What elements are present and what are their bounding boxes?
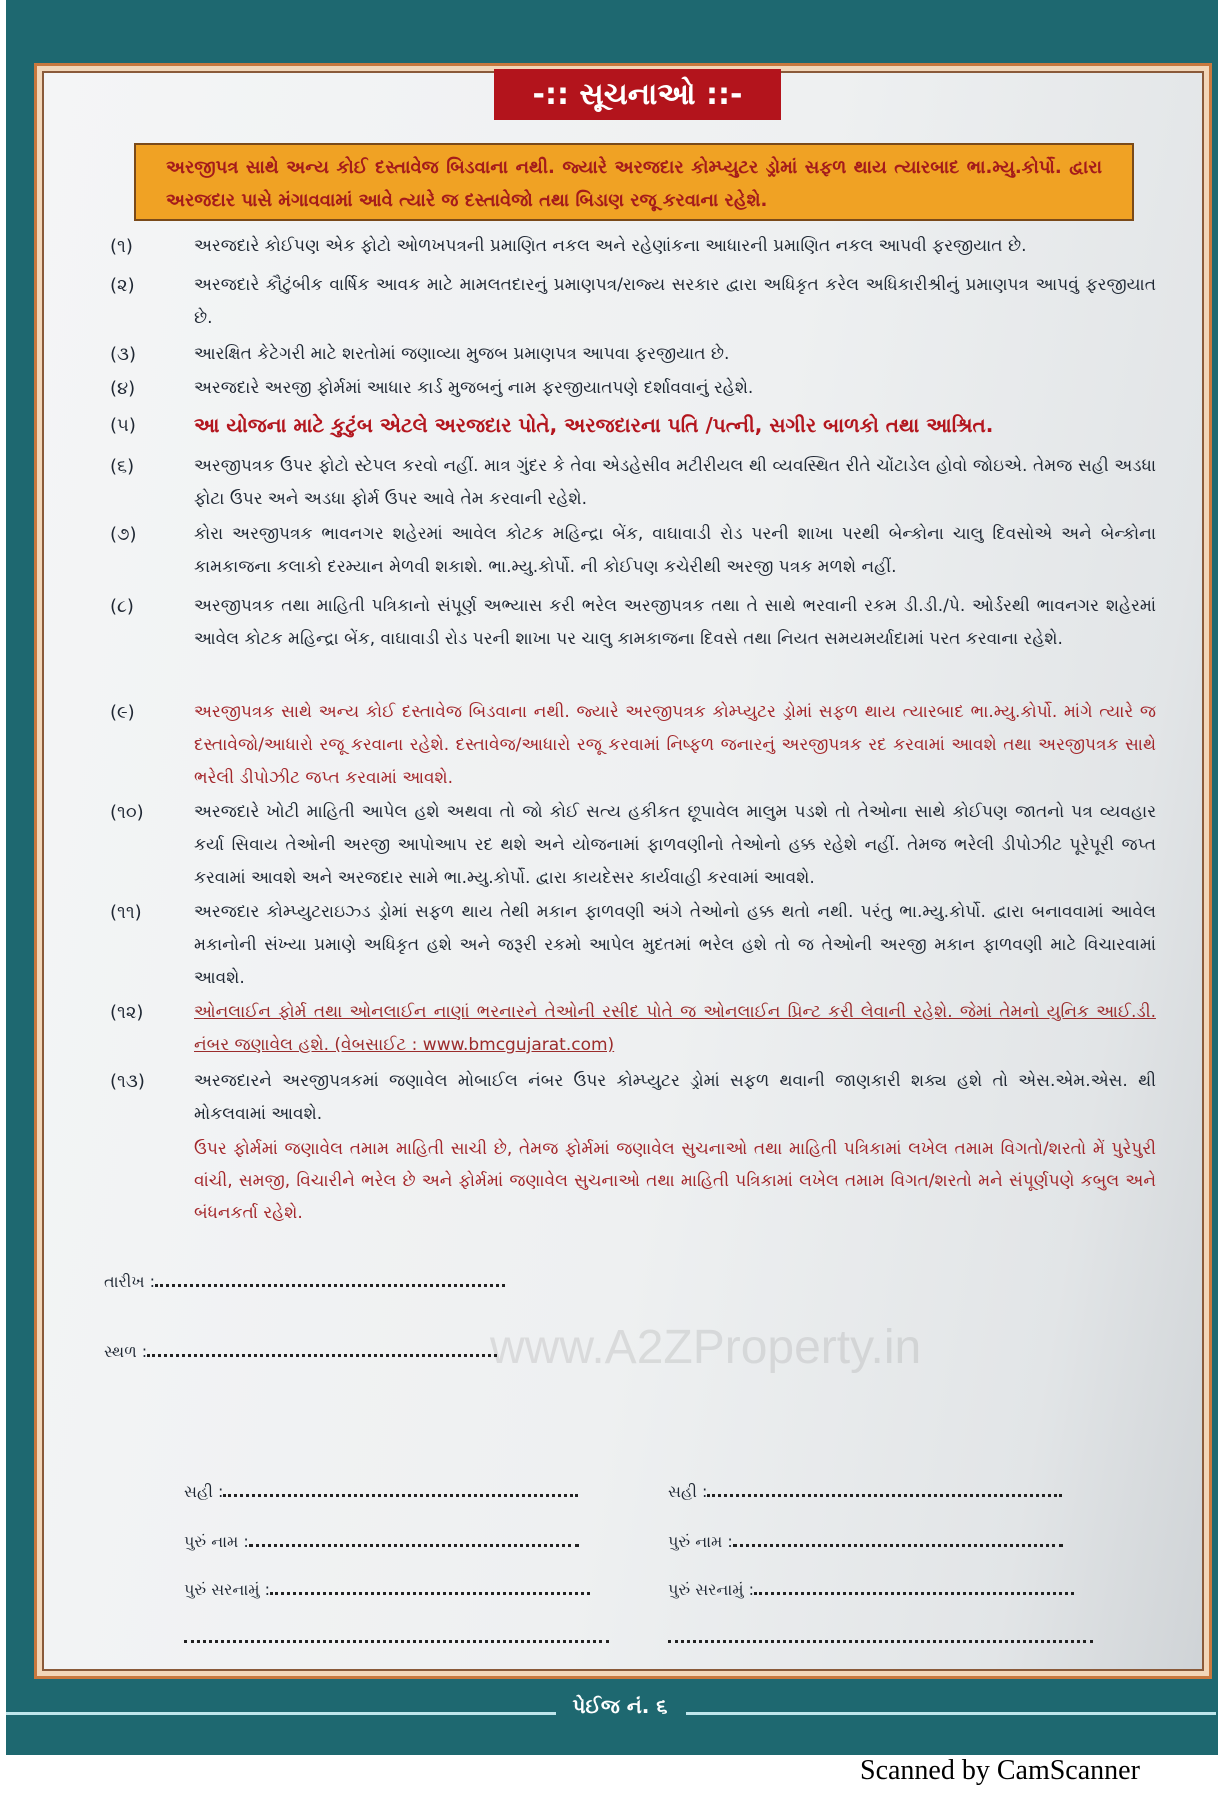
item-text: આરક્ષિત કેટેગરી માટે શરતોમાં જણાવ્યા મુજબ પ્રમાણપત્ર આપવા ફરજીયાત છે. <box>194 344 730 364</box>
signature-label: સહી : <box>668 1482 708 1501</box>
item-text: અરજદાર કોમ્પ્યુટરાઇઝ્ડ ડ્રોમાં સફળ થાય તેથી મકાન ફાળવણી અંગે તેઓનો હક્ક થતો નથી. પરંતુ ભા.મ્યુ.કોર્પો. દ્વારા બનાવવામાં આવેલ મકાનોની સંખ્યા પ્રમાણે અધિકૃત હશે અને જરૂરી રકમો આપેલ મુદતમાં ભરેલ હશે તો જ તેઓની અરજી મકાન ફાળવણી માટે વિચારવામાં આવશે. <box>194 902 1156 988</box>
address-line2-right[interactable] <box>668 1628 1093 1647</box>
item-number: (૭) <box>110 524 137 545</box>
footer-rule-right <box>686 1712 1216 1715</box>
name-label: પુરું નામ : <box>668 1532 733 1551</box>
item-text: અરજીપત્રક સાથે અન્ય કોઈ દસ્તાવેજ બિડવાના નથી. જ્યારે અરજીપત્રક કોમ્પ્યુટર ડ્રોમાં સફળ થાય ત્યારબાદ ભા.મ્યુ.કોર્પો. માંગે ત્યારે જ દસ્તાવેજો/આધારો રજૂ કરવાના રહેશે. દસ્તાવેજ/આધારો રજૂ કરવામાં નિષ્ફળ જનારનું અરજીપત્રક રદ કરવામાં આવશે તથા અરજીપત્રક સાથે ભરેલી ડીપોઝીટ જપ્ત કરવામાં આવશે. <box>194 702 1156 788</box>
dotted-line <box>184 1628 609 1643</box>
declaration-text: ઉપર ફોર્મમાં જણાવેલ તમામ માહિતી સાચી છે, તેમજ ફોર્મમાં જણાવેલ સુચનાઓ તથા માહિતી પત્રિકામાં લખેલ તમામ વિગતો/શરતો મેં પુરેપુરી વાંચી, સમજી, વિચારીને ભરેલ છે અને ફોર્મમાં જણાવેલ સુચનાઓ તથા માહિતી પત્રિકામાં લખેલ તમામ વિગત/શરતો મને સંપૂર્ણપણે કબુલ અને બંધનકર્તા રહેશે. <box>194 1139 1156 1223</box>
item-number: (૪) <box>110 378 136 399</box>
dotted-line <box>147 1342 497 1357</box>
signature-label: સહી : <box>184 1482 224 1501</box>
item-number: (૬) <box>110 456 135 477</box>
dotted-line <box>668 1628 1093 1643</box>
date-label: તારીખ : <box>104 1272 156 1291</box>
item-number: (૧) <box>110 236 133 257</box>
item-number: (૮) <box>110 596 134 617</box>
dotted-line <box>223 1482 578 1497</box>
dotted-line <box>155 1272 505 1287</box>
name-field-left[interactable] <box>184 1532 579 1552</box>
address-label: પુરું સરનામું : <box>668 1580 755 1599</box>
page-number: પેઈજ નં. ૬ <box>572 1694 668 1718</box>
address-label: પુરું સરનામું : <box>184 1580 271 1599</box>
item-number: (૧૨) <box>110 1002 144 1023</box>
item-text-highlight: આ યોજના માટે કુટુંબ એટલે અરજદાર પોતે, અરજદારના પતિ /પત્ની, સગીર બાળકો તથા આશ્રિત. <box>194 413 994 437</box>
dotted-line <box>754 1580 1074 1595</box>
place-label: સ્થળ : <box>104 1342 148 1361</box>
address-line2-left[interactable] <box>184 1628 609 1647</box>
name-label: પુરું નામ : <box>184 1532 249 1551</box>
notice-box: અરજીપત્ર સાથે અન્ય કોઈ દસ્તાવેજ બિડવાના નથી. જ્યારે અરજદાર કોમ્પ્યુટર ડ્રોમાં સફળ થાય ત્યારબાદ ભા.મ્યુ.કોર્પો. દ્વારા અરજદાર પાસે મંગાવવામાં આવે ત્યારે જ દસ્તાવેજો તથા બિડાણ રજૂ કરવાના રહેશે. <box>134 143 1134 221</box>
item-text: અરજદારે અરજી ફોર્મમાં આધાર કાર્ડ મુજબનું નામ ફરજીયાતપણે દર્શાવવાનું રહેશે. <box>194 378 754 398</box>
page-title: -:: સૂચનાઓ ::- <box>494 69 781 120</box>
item-text: અરજીપત્રક ઉપર ફોટો સ્ટેપલ કરવો નહીં. માત્ર ગુંદર કે તેવા એડહેસીવ મટીરીયલ થી વ્યવસ્થિત રીતે ચોંટાડેલ હોવો જોઇએ. તેમજ સહી અડધા ફોટા ઉપર અને અડધા ફોર્મ ઉપર આવે તેમ કરવાની રહેશે. <box>194 456 1156 509</box>
item-number: (૧૩) <box>110 1071 145 1092</box>
signature-field-left[interactable] <box>184 1482 578 1502</box>
item-number: (૫) <box>110 415 136 436</box>
item-number: (૨) <box>110 275 135 296</box>
item-number: (૧૦) <box>110 802 144 823</box>
item-text: અરજદારે કૌટુંબીક વાર્ષિક આવક માટે મામલતદારનું પ્રમાણપત્ર/રાજ્ય સરકાર દ્વારા અધિકૃત કરેલ અધિકારીશ્રીનું પ્રમાણપત્ર આપવું ફરજીયાત છે. <box>194 275 1156 328</box>
item-text: કોરા અરજીપત્રક ભાવનગર શહેરમાં આવેલ કોટક મહિન્દ્રા બેંક, વાઘાવાડી રોડ પરની શાખા પરથી બેન્કોના ચાલુ દિવસોએ અને બેન્કોના કામકાજના કલાકો દરમ્યાન મેળવી શકાશે. ભા.મ્યુ.કોર્પો. ની કોઈપણ કચેરીથી અરજી પત્રક મળશે નહીં. <box>194 524 1156 577</box>
item-number: (૩) <box>110 344 137 365</box>
item-text: અરજદારને અરજીપત્રકમાં જણાવેલ મોબાઈલ નંબર ઉપર કોમ્પ્યુટર ડ્રોમાં સફળ થવાની જાણકારી શક્ય હશે તો એસ.એમ.એસ. થી મોકલવામાં આવશે. <box>194 1071 1156 1124</box>
dotted-line <box>249 1532 579 1547</box>
website-link[interactable]: ઓનલાઈન ફોર્મ તથા ઓનલાઈન નાણાં ભરનારને તેઓની રસીદ પોતે જ ઓનલાઈન પ્રિન્ટ કરી લેવાની રહેશે. જેમાં તેમનો યુનિક આઈ.ડી. નંબર જણાવેલ હશે. (વેબસાઈટ : www.bmcgujarat.com) <box>194 1002 1156 1055</box>
dotted-line <box>707 1482 1062 1497</box>
item-number: (૯) <box>110 702 135 723</box>
name-field-right[interactable] <box>668 1532 1063 1552</box>
footer-rule-left <box>6 1712 556 1715</box>
item-number: (૧૧) <box>110 902 142 923</box>
date-field[interactable] <box>104 1272 505 1292</box>
signature-field-right[interactable] <box>668 1482 1062 1502</box>
item-text: અરજદારે ખોટી માહિતી આપેલ હશે અથવા તો જો કોઈ સત્ય હકીકત છૂપાવેલ માલુમ પડશે તો તેઓના સાથે કોઈપણ જાતનો પત્ર વ્યવહાર કર્યા સિવાય તેઓની અરજી આપોઆપ રદ થશે અને યોજનામાં ફાળવણીનો તેઓનો હક્ક રહેશે નહીં. તેમજ ભરેલી ડીપોઝીટ પૂરેપૂરી જપ્ત કરવામાં આવશે અને અરજદાર સામે ભા.મ્યુ.કોર્પો. દ્વારા કાયદેસર કાર્યવાહી કરવામાં આવશે. <box>194 802 1156 888</box>
place-field[interactable] <box>104 1342 497 1362</box>
scanner-credit: Scanned by CamScanner <box>860 1755 1140 1786</box>
dotted-line <box>270 1580 590 1595</box>
address-field-right[interactable] <box>668 1580 1074 1600</box>
dotted-line <box>733 1532 1063 1547</box>
item-text: અરજદારે કોઈપણ એક ફોટો ઓળખપત્રની પ્રમાણિત નકલ અને રહેણાંકના આધારની પ્રમાણિત નકલ આપવી ફરજીયાત છે. <box>194 236 1027 256</box>
watermark: www.A2ZProperty.in <box>490 1321 922 1374</box>
address-field-left[interactable] <box>184 1580 590 1600</box>
item-text: અરજીપત્રક તથા માહિતી પત્રિકાનો સંપૂર્ણ અભ્યાસ કરી ભરેલ અરજીપત્રક તથા તે સાથે ભરવાની રકમ ડી.ડી./પે. ઓર્ડરથી ભાવનગર શહેરમાં આવેલ કોટક મહિન્દ્રા બેંક, વાઘાવાડી રોડ પરની શાખા પર ચાલુ કામકાજના દિવસે તથા નિયત સમયમર્યાદામાં પરત કરવાના રહેશે. <box>194 596 1156 649</box>
